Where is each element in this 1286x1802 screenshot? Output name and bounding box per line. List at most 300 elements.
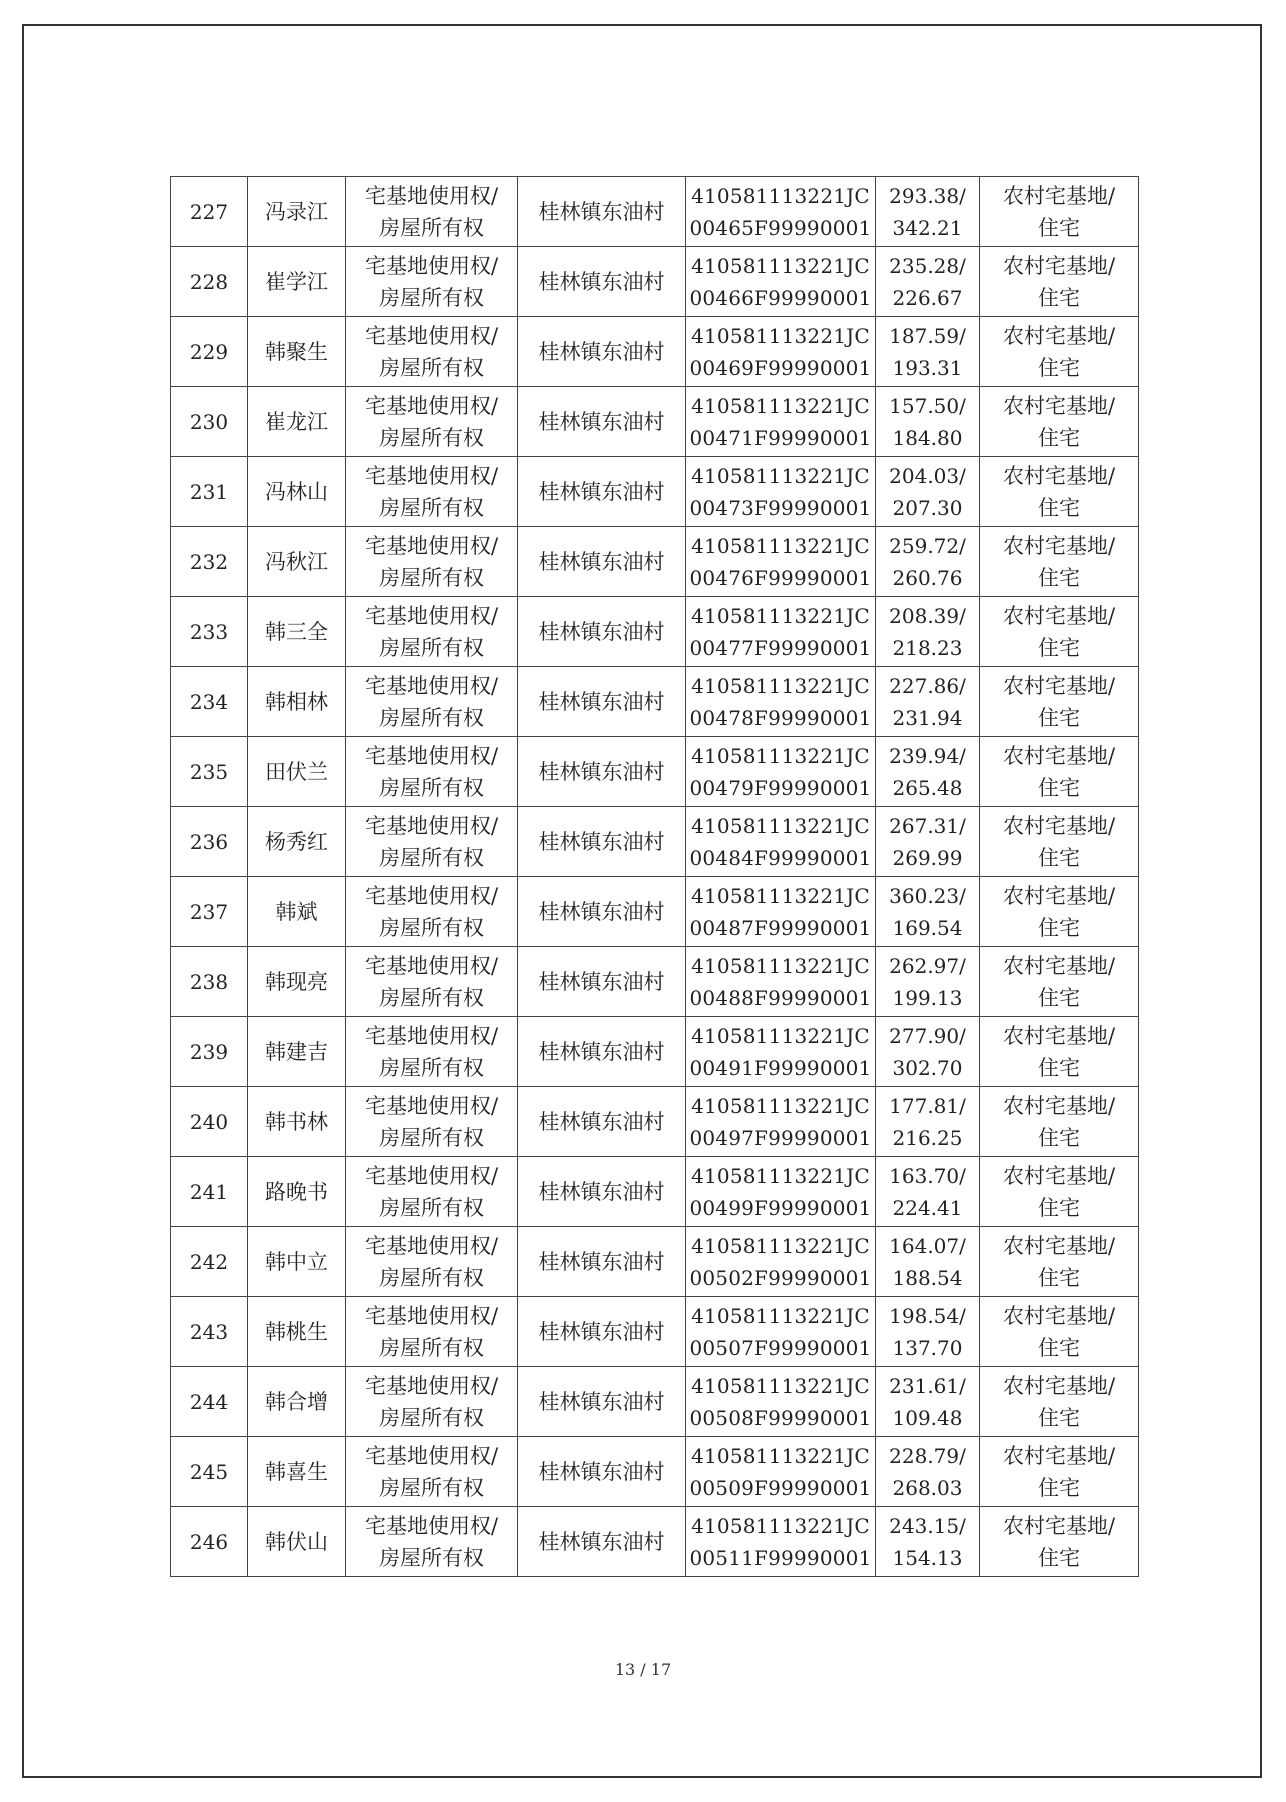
right-type-cell [346,1087,518,1157]
usage-cell [980,317,1139,387]
unit-code-cell [686,1017,876,1087]
table-row [171,1437,1139,1507]
row-number-cell: 246 [171,1507,248,1577]
right-type-line: 房屋所有权 [379,1545,484,1570]
unit-code-cell [686,177,876,247]
usage-line: 农村宅基地/ [1002,1513,1116,1538]
right-type-line: 宅基地使用权/ [364,1443,499,1468]
table-row [171,877,1139,947]
usage-cell [980,597,1139,667]
row-number-cell: 228 [171,247,248,317]
unit-code-line: 00479F99990001 [689,775,872,800]
unit-code-line: 410581113221JC [691,533,870,558]
usage-line: 住宅 [1038,1335,1080,1360]
usage-line: 农村宅基地/ [1002,743,1116,768]
row-number-cell: 230 [171,387,248,457]
unit-code-line: 410581113221JC [691,743,870,768]
table-row [171,667,1139,737]
row-number-cell: 236 [171,807,248,877]
right-type-line: 房屋所有权 [379,845,484,870]
right-type-line: 房屋所有权 [379,635,484,660]
unit-code-line: 00487F99990001 [689,915,872,940]
area-cell [876,1367,980,1437]
unit-code-line: 00488F99990001 [689,985,872,1010]
unit-code-line: 00478F99990001 [689,705,872,730]
unit-code-cell [686,1297,876,1367]
usage-line: 农村宅基地/ [1002,393,1116,418]
usage-line: 农村宅基地/ [1002,1303,1116,1328]
table-row [171,387,1139,457]
right-type-line: 宅基地使用权/ [364,1093,499,1118]
usage-cell [980,1297,1139,1367]
right-type-cell [346,737,518,807]
usage-line: 住宅 [1038,1545,1080,1570]
location-cell: 桂林镇东油村 [518,1367,686,1437]
usage-line: 农村宅基地/ [1002,183,1116,208]
owner-name-cell: 韩三全 [248,597,346,667]
table-row [171,177,1139,247]
table-row [171,737,1139,807]
location-cell: 桂林镇东油村 [518,807,686,877]
unit-code-line: 410581113221JC [691,953,870,978]
right-type-line: 宅基地使用权/ [364,323,499,348]
usage-line: 住宅 [1038,915,1080,940]
area-line: 188.54 [892,1265,963,1290]
right-type-line: 宅基地使用权/ [364,883,499,908]
area-line: 184.80 [892,425,963,450]
right-type-cell [346,1157,518,1227]
right-type-line: 房屋所有权 [379,985,484,1010]
location-cell: 桂林镇东油村 [518,737,686,807]
usage-line: 住宅 [1038,1405,1080,1430]
location-cell: 桂林镇东油村 [518,527,686,597]
right-type-cell [346,807,518,877]
page-number: 13 / 17 [614,1660,672,1679]
usage-line: 农村宅基地/ [1002,1373,1116,1398]
location-cell: 桂林镇东油村 [518,1157,686,1227]
area-line: 228.79/ [889,1443,966,1468]
area-line: 243.15/ [889,1513,966,1538]
right-type-line: 房屋所有权 [379,1055,484,1080]
location-cell: 桂林镇东油村 [518,1017,686,1087]
right-type-line: 宅基地使用权/ [364,1163,499,1188]
area-line: 259.72/ [889,533,966,558]
right-type-line: 宅基地使用权/ [364,183,499,208]
owner-name-cell: 冯林山 [248,457,346,527]
table-row [171,317,1139,387]
usage-line: 农村宅基地/ [1002,1023,1116,1048]
row-number-cell: 237 [171,877,248,947]
unit-code-line: 00484F99990001 [689,845,872,870]
right-type-line: 房屋所有权 [379,1125,484,1150]
unit-code-line: 00497F99990001 [689,1125,872,1150]
right-type-cell [346,667,518,737]
table-row [171,247,1139,317]
area-line: 199.13 [892,985,963,1010]
right-type-line: 宅基地使用权/ [364,673,499,698]
area-line: 109.48 [892,1405,963,1430]
right-type-line: 宅基地使用权/ [364,953,499,978]
area-line: 218.23 [892,635,963,660]
usage-line: 农村宅基地/ [1002,603,1116,628]
usage-line: 农村宅基地/ [1002,533,1116,558]
unit-code-cell [686,1087,876,1157]
area-cell [876,1227,980,1297]
usage-cell [980,247,1139,317]
unit-code-cell [686,1507,876,1577]
owner-name-cell: 韩喜生 [248,1437,346,1507]
usage-cell [980,1157,1139,1227]
area-line: 235.28/ [889,253,966,278]
table-row [171,1297,1139,1367]
usage-cell [980,1017,1139,1087]
usage-line: 住宅 [1038,425,1080,450]
unit-code-line: 00469F99990001 [689,355,872,380]
usage-line: 住宅 [1038,1195,1080,1220]
location-cell: 桂林镇东油村 [518,667,686,737]
owner-name-cell: 田伏兰 [248,737,346,807]
area-line: 163.70/ [889,1163,966,1188]
right-type-line: 宅基地使用权/ [364,813,499,838]
area-cell [876,737,980,807]
row-number-cell: 232 [171,527,248,597]
table-row [171,1087,1139,1157]
row-number-cell: 239 [171,1017,248,1087]
right-type-line: 房屋所有权 [379,355,484,380]
right-type-line: 房屋所有权 [379,1405,484,1430]
owner-name-cell: 冯秋江 [248,527,346,597]
row-number-cell: 243 [171,1297,248,1367]
usage-line: 农村宅基地/ [1002,673,1116,698]
unit-code-line: 410581113221JC [691,1443,870,1468]
usage-line: 农村宅基地/ [1002,813,1116,838]
location-cell: 桂林镇东油村 [518,457,686,527]
area-cell [876,667,980,737]
area-cell [876,807,980,877]
usage-line: 住宅 [1038,775,1080,800]
unit-code-cell [686,1437,876,1507]
unit-code-line: 410581113221JC [691,1513,870,1538]
area-line: 177.81/ [889,1093,966,1118]
usage-cell [980,177,1139,247]
row-number-cell: 241 [171,1157,248,1227]
table-body [171,177,1139,1577]
usage-line: 住宅 [1038,985,1080,1010]
area-cell [876,947,980,1017]
unit-code-line: 410581113221JC [691,463,870,488]
right-type-line: 宅基地使用权/ [364,1303,499,1328]
right-type-line: 宅基地使用权/ [364,1233,499,1258]
usage-line: 农村宅基地/ [1002,1233,1116,1258]
usage-cell [980,737,1139,807]
table-row [171,457,1139,527]
area-line: 207.30 [892,495,963,520]
location-cell: 桂林镇东油村 [518,947,686,1017]
usage-line: 住宅 [1038,1055,1080,1080]
area-line: 239.94/ [889,743,966,768]
area-line: 157.50/ [889,393,966,418]
owner-name-cell: 韩现亮 [248,947,346,1017]
right-type-cell [346,1227,518,1297]
usage-line: 住宅 [1038,635,1080,660]
location-cell: 桂林镇东油村 [518,1227,686,1297]
area-line: 293.38/ [889,183,966,208]
unit-code-cell [686,457,876,527]
unit-code-line: 410581113221JC [691,1163,870,1188]
area-line: 164.07/ [889,1233,966,1258]
area-cell [876,597,980,667]
usage-line: 农村宅基地/ [1002,463,1116,488]
usage-line: 农村宅基地/ [1002,1163,1116,1188]
row-number-cell: 233 [171,597,248,667]
right-type-cell [346,1367,518,1437]
location-cell: 桂林镇东油村 [518,317,686,387]
unit-code-line: 00473F99990001 [689,495,872,520]
right-type-cell [346,1507,518,1577]
area-line: 216.25 [892,1125,963,1150]
area-line: 265.48 [892,775,963,800]
unit-code-line: 00508F99990001 [689,1405,872,1430]
right-type-line: 房屋所有权 [379,1265,484,1290]
usage-cell [980,1087,1139,1157]
right-type-line: 宅基地使用权/ [364,1023,499,1048]
unit-code-line: 00477F99990001 [689,635,872,660]
unit-code-line: 00491F99990001 [689,1055,872,1080]
table-row [171,947,1139,1017]
row-number-cell: 229 [171,317,248,387]
location-cell: 桂林镇东油村 [518,1437,686,1507]
usage-cell [980,527,1139,597]
usage-cell [980,1507,1139,1577]
unit-code-line: 00507F99990001 [689,1335,872,1360]
right-type-cell [346,597,518,667]
usage-line: 住宅 [1038,1125,1080,1150]
owner-name-cell: 韩建吉 [248,1017,346,1087]
right-type-line: 房屋所有权 [379,425,484,450]
usage-line: 农村宅基地/ [1002,253,1116,278]
unit-code-line: 00509F99990001 [689,1475,872,1500]
right-type-line: 房屋所有权 [379,1335,484,1360]
right-type-cell [346,1437,518,1507]
row-number-cell: 234 [171,667,248,737]
right-type-line: 房屋所有权 [379,1195,484,1220]
unit-code-line: 410581113221JC [691,1023,870,1048]
area-line: 302.70 [892,1055,963,1080]
right-type-cell [346,317,518,387]
right-type-cell [346,877,518,947]
usage-line: 住宅 [1038,355,1080,380]
unit-code-line: 410581113221JC [691,1233,870,1258]
area-line: 204.03/ [889,463,966,488]
area-line: 231.61/ [889,1373,966,1398]
table-row [171,597,1139,667]
usage-line: 住宅 [1038,215,1080,240]
right-type-line: 房屋所有权 [379,495,484,520]
right-type-cell [346,527,518,597]
location-cell: 桂林镇东油村 [518,387,686,457]
unit-code-line: 00511F99990001 [689,1545,872,1570]
usage-cell [980,457,1139,527]
owner-name-cell: 杨秀红 [248,807,346,877]
owner-name-cell: 韩书林 [248,1087,346,1157]
right-type-cell [346,1297,518,1367]
usage-cell [980,877,1139,947]
usage-cell [980,1437,1139,1507]
location-cell: 桂林镇东油村 [518,247,686,317]
unit-code-line: 410581113221JC [691,323,870,348]
location-cell: 桂林镇东油村 [518,1087,686,1157]
area-line: 262.97/ [889,953,966,978]
area-cell [876,1297,980,1367]
unit-code-line: 410581113221JC [691,1093,870,1118]
area-line: 277.90/ [889,1023,966,1048]
table-row [171,1227,1139,1297]
usage-line: 住宅 [1038,1265,1080,1290]
unit-code-line: 00465F99990001 [689,215,872,240]
unit-code-line: 00502F99990001 [689,1265,872,1290]
table-row [171,807,1139,877]
unit-code-line: 00499F99990001 [689,1195,872,1220]
right-type-line: 宅基地使用权/ [364,1373,499,1398]
unit-code-cell [686,247,876,317]
table-row [171,1017,1139,1087]
usage-cell [980,667,1139,737]
right-type-line: 房屋所有权 [379,915,484,940]
area-cell [876,527,980,597]
area-line: 267.31/ [889,813,966,838]
area-line: 224.41 [892,1195,963,1220]
unit-code-line: 410581113221JC [691,603,870,628]
area-line: 208.39/ [889,603,966,628]
area-line: 154.13 [892,1545,963,1570]
unit-code-cell [686,877,876,947]
usage-line: 农村宅基地/ [1002,953,1116,978]
row-number-cell: 227 [171,177,248,247]
unit-code-cell [686,1157,876,1227]
usage-cell [980,1367,1139,1437]
unit-code-line: 00471F99990001 [689,425,872,450]
unit-code-line: 410581113221JC [691,393,870,418]
owner-name-cell: 韩伏山 [248,1507,346,1577]
owner-name-cell: 崔龙江 [248,387,346,457]
right-type-line: 宅基地使用权/ [364,393,499,418]
usage-line: 住宅 [1038,495,1080,520]
area-line: 193.31 [892,355,963,380]
owner-name-cell: 韩中立 [248,1227,346,1297]
unit-code-line: 410581113221JC [691,253,870,278]
registration-table [170,176,1139,1577]
table-row [171,1367,1139,1437]
row-number-cell: 244 [171,1367,248,1437]
location-cell: 桂林镇东油村 [518,1297,686,1367]
location-cell: 桂林镇东油村 [518,597,686,667]
unit-code-line: 410581113221JC [691,1303,870,1328]
unit-code-line: 410581113221JC [691,1373,870,1398]
usage-line: 住宅 [1038,705,1080,730]
right-type-line: 房屋所有权 [379,565,484,590]
row-number-cell: 242 [171,1227,248,1297]
right-type-line: 房屋所有权 [379,705,484,730]
usage-line: 农村宅基地/ [1002,1443,1116,1468]
usage-line: 农村宅基地/ [1002,883,1116,908]
row-number-cell: 235 [171,737,248,807]
unit-code-cell [686,1227,876,1297]
owner-name-cell: 韩桃生 [248,1297,346,1367]
right-type-line: 宅基地使用权/ [364,1513,499,1538]
unit-code-cell [686,317,876,387]
owner-name-cell: 韩合增 [248,1367,346,1437]
location-cell: 桂林镇东油村 [518,877,686,947]
unit-code-line: 00476F99990001 [689,565,872,590]
usage-line: 住宅 [1038,845,1080,870]
area-cell [876,177,980,247]
unit-code-cell [686,667,876,737]
usage-cell [980,387,1139,457]
row-number-cell: 245 [171,1437,248,1507]
area-line: 360.23/ [889,883,966,908]
table-row [171,1507,1139,1577]
owner-name-cell: 韩聚生 [248,317,346,387]
usage-cell [980,807,1139,877]
usage-line: 农村宅基地/ [1002,323,1116,348]
right-type-line: 房屋所有权 [379,1475,484,1500]
area-line: 227.86/ [889,673,966,698]
owner-name-cell: 崔学江 [248,247,346,317]
row-number-cell: 231 [171,457,248,527]
usage-line: 住宅 [1038,285,1080,310]
right-type-cell [346,177,518,247]
right-type-cell [346,387,518,457]
unit-code-cell [686,387,876,457]
usage-cell [980,947,1139,1017]
area-line: 231.94 [892,705,963,730]
area-cell [876,1157,980,1227]
area-line: 137.70 [892,1335,963,1360]
area-line: 226.67 [892,285,963,310]
usage-line: 住宅 [1038,565,1080,590]
right-type-line: 房屋所有权 [379,775,484,800]
area-cell [876,1437,980,1507]
area-cell [876,457,980,527]
right-type-line: 宅基地使用权/ [364,253,499,278]
right-type-line: 宅基地使用权/ [364,463,499,488]
unit-code-line: 00466F99990001 [689,285,872,310]
table-row [171,527,1139,597]
right-type-line: 房屋所有权 [379,215,484,240]
area-line: 198.54/ [889,1303,966,1328]
area-cell [876,317,980,387]
right-type-cell [346,457,518,527]
right-type-cell [346,947,518,1017]
area-line: 169.54 [892,915,963,940]
area-cell [876,877,980,947]
location-cell: 桂林镇东油村 [518,177,686,247]
right-type-line: 宅基地使用权/ [364,743,499,768]
unit-code-line: 410581113221JC [691,883,870,908]
right-type-line: 宅基地使用权/ [364,603,499,628]
unit-code-line: 410581113221JC [691,813,870,838]
unit-code-line: 410581113221JC [691,673,870,698]
row-number-cell: 240 [171,1087,248,1157]
location-cell: 桂林镇东油村 [518,1507,686,1577]
area-line: 260.76 [892,565,963,590]
unit-code-cell [686,597,876,667]
right-type-cell [346,1017,518,1087]
area-cell [876,1087,980,1157]
area-cell [876,1017,980,1087]
unit-code-cell [686,807,876,877]
unit-code-cell [686,947,876,1017]
